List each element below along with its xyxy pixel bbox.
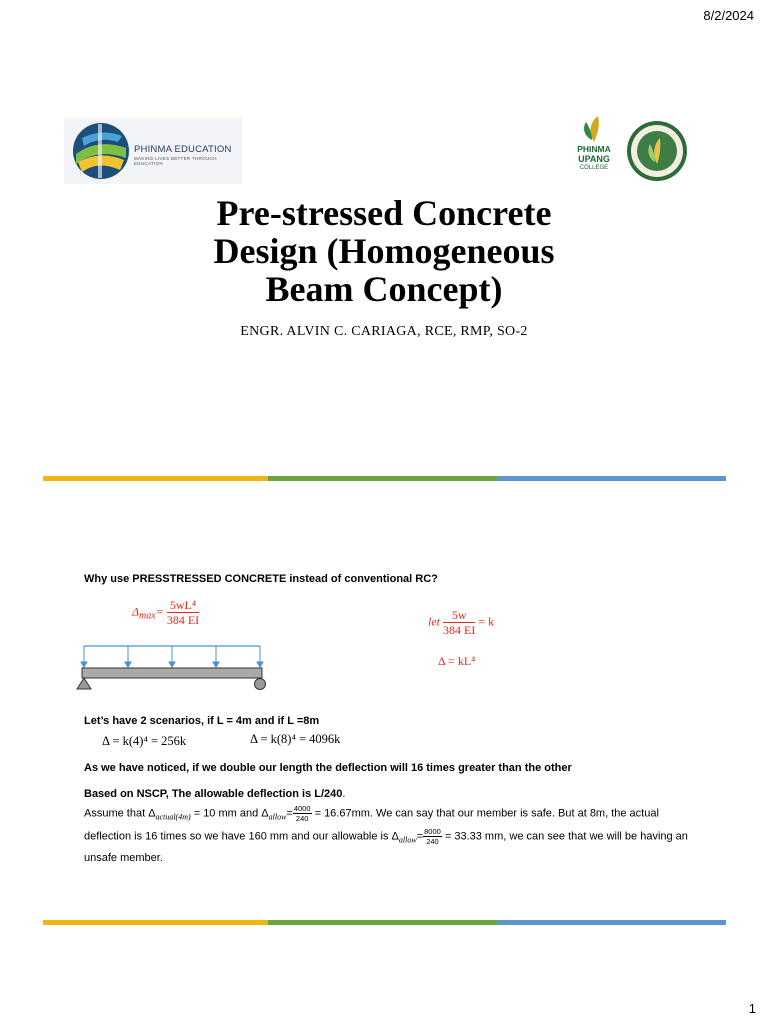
- title-line3: Beam Concept): [265, 269, 503, 309]
- para-part-d: = 33.33 mm, we can see that we will be having an unsafe member.: [84, 830, 688, 865]
- para-part-b: = 10 mm and Δ: [190, 807, 269, 820]
- equation-4m: Δ = k(4)⁴ = 256k: [102, 734, 187, 748]
- phinma-brand-text: PHINMA EDUCATION: [134, 144, 232, 155]
- let-fraction: [443, 608, 475, 637]
- phinma-education-logo: [64, 118, 242, 184]
- nscp-text: Based on NSCP, The allowable deflection is L/240.: [84, 788, 346, 800]
- allow-subscript-2: allow: [398, 835, 417, 845]
- let-k-formula: [428, 608, 494, 637]
- let-word: let: [428, 614, 440, 629]
- upang-line2: UPANG: [578, 154, 610, 164]
- para-part-c: = 16.67mm. We can say that our member is safe. But at 8m, the actual deflection is 16 times so we have 160 mm and our allowable is Δ: [84, 807, 659, 842]
- phinma-tagline: MAKING LIVES BETTER THROUGH EDUCATION: [134, 156, 217, 166]
- upang-college-text: [568, 144, 620, 172]
- para-part-a: Assume that Δ: [84, 807, 156, 820]
- phinma-globe-icon: [68, 118, 134, 184]
- upang-line1: PHINMA: [577, 144, 611, 154]
- delta-symbol: Δ: [132, 604, 140, 619]
- frac1-den: 240: [295, 814, 309, 823]
- question-text: Why use PRESSTRESSED CONCRETE instead of conventional RC?: [84, 573, 438, 585]
- deflection-paragraph: Assume that $\Delta_{actual(4m)} = 10$ mm and $\Delta_{allow}=$ $\frac{4000}{240}$ = 16.67mm. We can say that our member is safe. But at 8m, the actual deflection is 16 times so we have 160 mm and our allowable is $\Delta_{allow}=$ $\frac{8000}{240}$ = 33.33 mm, we can see that we will be having an unsafe member.: [84, 804, 688, 865]
- frac2-num: 8000: [424, 826, 441, 836]
- delta-max-numerator: 5wL⁴: [167, 598, 199, 613]
- beam-diagram: [74, 640, 270, 694]
- upang-leaf-icon: [568, 114, 620, 144]
- equation-8m: Δ = k(8)⁴ = 4096k: [250, 732, 341, 746]
- let-denominator: 384 EI: [443, 623, 476, 637]
- allow-fraction-8m: [423, 827, 442, 846]
- title-line1: Pre-stressed Concrete: [216, 193, 552, 233]
- author-line: ENGR. ALVIN C. CARIAGA, RCE, RMP, SO-2: [240, 324, 528, 339]
- allow-fraction-4m: [293, 804, 312, 823]
- actual-subscript: actual(4m): [155, 812, 191, 822]
- delta-max-fraction: [167, 598, 199, 627]
- frac1-num: 4000: [293, 804, 311, 813]
- slide-title: [120, 194, 648, 308]
- scenarios-text: Let’s have 2 scenarios, if L = 4m and if L =8m: [84, 715, 320, 727]
- upang-logos: [568, 114, 692, 184]
- title-line2: Design (Homogeneous: [213, 231, 555, 271]
- delta-max-formula: $\Delta_{max}=$ $\frac{\text{5wL⁴}}{384 EI}$: [132, 598, 200, 627]
- date-label: 8/2/2024: [703, 8, 754, 23]
- slide-divider-bottom: [43, 920, 726, 925]
- allow-subscript: allow: [268, 812, 287, 822]
- upang-line3: COLLEGE: [579, 165, 609, 171]
- let-rhs: = k: [478, 614, 495, 629]
- delta-max-denominator: 384 EI: [166, 613, 200, 627]
- slide-divider-top: [43, 476, 726, 481]
- delta-kl4-formula: Δ = kL⁴: [438, 654, 476, 668]
- max-subscript: max: [139, 610, 156, 622]
- nscp-sentence: Based on NSCP, The allowable deflection is L/240: [84, 788, 343, 800]
- let-numerator: 5w: [443, 608, 475, 623]
- page-number: 1: [748, 1001, 756, 1016]
- university-seal-icon: [626, 120, 688, 182]
- noticed-text: As we have noticed, if we double our length the deflection will 16 times greater than the other: [84, 762, 572, 774]
- frac2-den: 240: [426, 836, 439, 846]
